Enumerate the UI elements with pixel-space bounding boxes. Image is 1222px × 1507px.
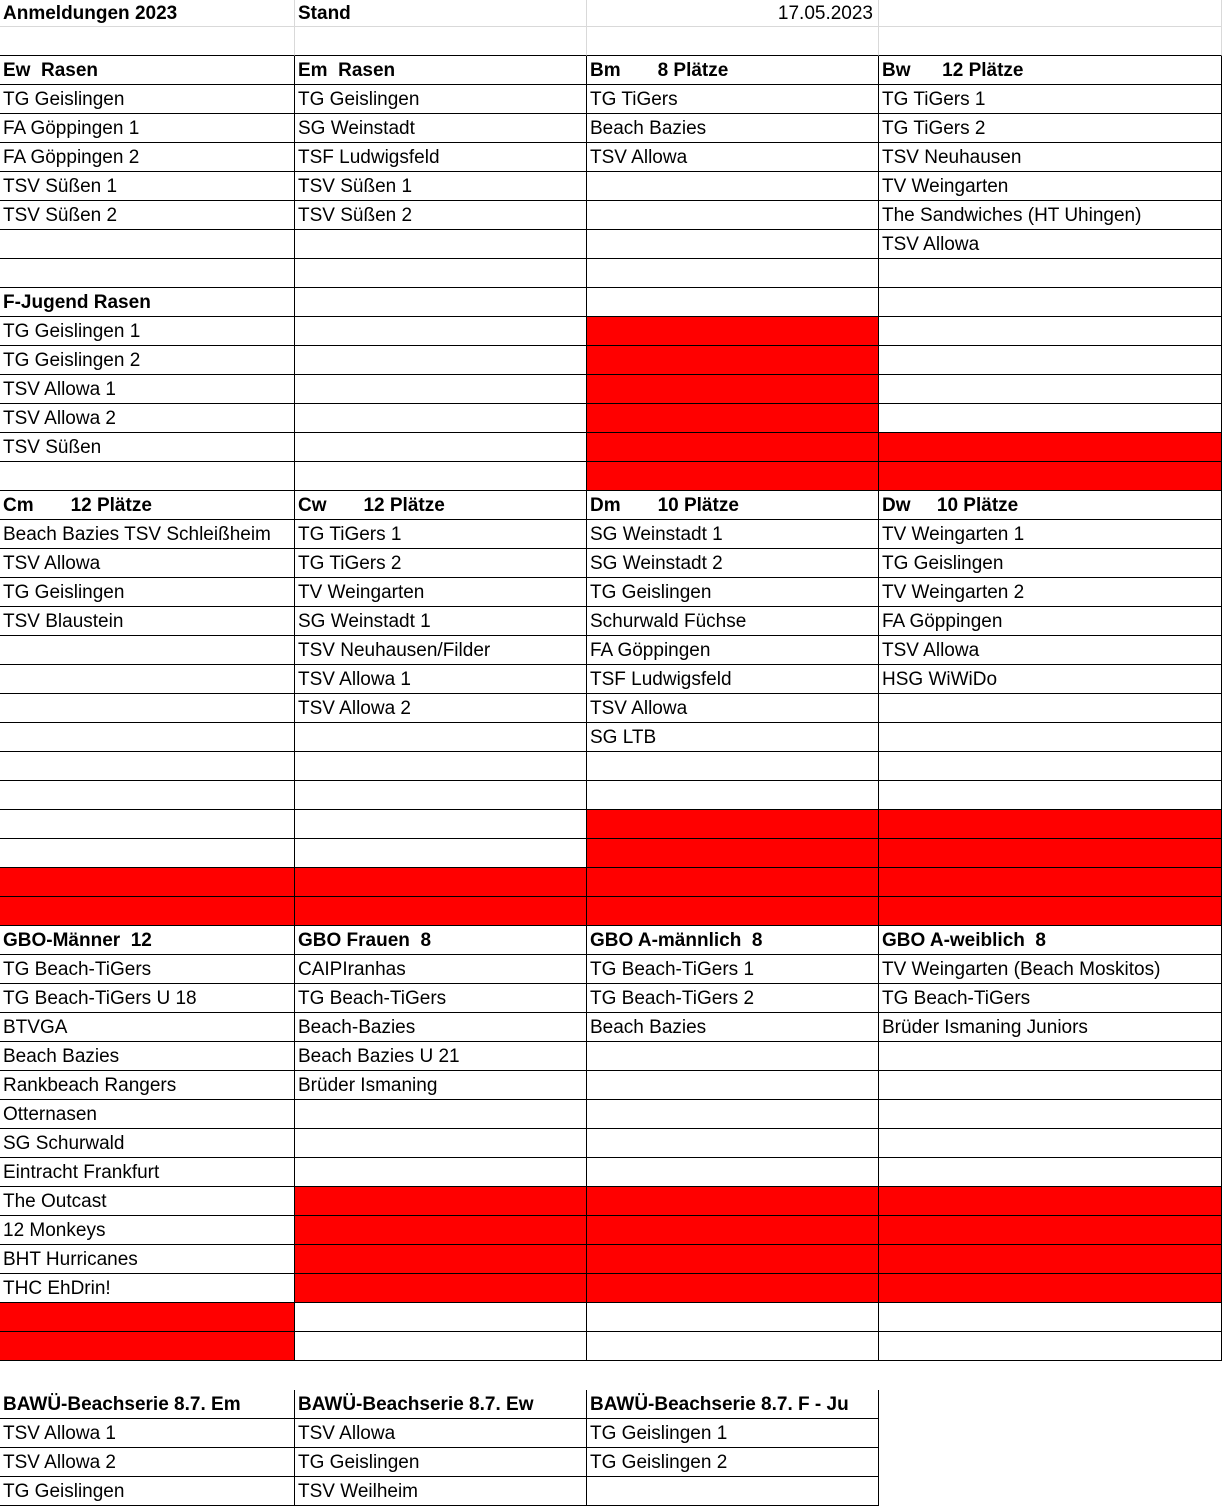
sheet-row-36 [0,1013,1222,1042]
cell-B36[interactable]: Beach-Bazies [295,1013,587,1042]
cell-C39[interactable] [587,1100,879,1129]
cell-B50[interactable]: TSV Allowa [295,1419,587,1448]
cell-A32[interactable] [0,897,295,926]
sheet-row-1 [0,0,1222,27]
cell-B48[interactable] [295,1361,587,1390]
cell-A31[interactable] [0,868,295,897]
cell-D3[interactable]: Bw 12 Plätze [879,56,1222,85]
cell-C28[interactable] [587,781,879,810]
cell-A17[interactable] [0,462,295,491]
cell-D4[interactable]: TG TiGers 1 [879,85,1222,114]
cell-C37[interactable] [587,1042,879,1071]
cell-A26[interactable] [0,723,295,752]
cell-D52[interactable] [879,1477,1222,1506]
cell-D39[interactable] [879,1100,1222,1129]
sheet-row-25 [0,694,1222,723]
cell-C6[interactable]: TSV Allowa [587,143,879,172]
cell-D25[interactable] [879,694,1222,723]
cell-D7[interactable]: TV Weingarten [879,172,1222,201]
cell-D24[interactable]: HSG WiWiDo [879,665,1222,694]
sheet-row-29 [0,810,1222,839]
cell-C45[interactable] [587,1274,879,1303]
cell-A8[interactable]: TSV Süßen 2 [0,201,295,230]
cell-D49[interactable] [879,1390,1222,1419]
cell-A12[interactable]: TG Geislingen 1 [0,317,295,346]
cell-B5[interactable]: SG Weinstadt [295,114,587,143]
cell-A39[interactable]: Otternasen [0,1100,295,1129]
cell-D21[interactable]: TV Weingarten 2 [879,578,1222,607]
cell-A24[interactable] [0,665,295,694]
sheet-row-42 [0,1187,1222,1216]
cell-B32[interactable] [295,897,587,926]
sheet-row-13 [0,346,1222,375]
cell-B37[interactable]: Beach Bazies U 21 [295,1042,587,1071]
cell-B26[interactable] [295,723,587,752]
cell-D29[interactable] [879,810,1222,839]
cell-C36[interactable]: Beach Bazies [587,1013,879,1042]
cell-C22[interactable]: Schurwald Füchse [587,607,879,636]
sheet-row-19 [0,520,1222,549]
cell-A14[interactable]: TSV Allowa 1 [0,375,295,404]
cell-A27[interactable] [0,752,295,781]
cell-D27[interactable] [879,752,1222,781]
cell-A37[interactable]: Beach Bazies [0,1042,295,1071]
cell-A43[interactable]: 12 Monkeys [0,1216,295,1245]
cell-D34[interactable]: TV Weingarten (Beach Moskitos) [879,955,1222,984]
sheet-row-14 [0,375,1222,404]
cell-D45[interactable] [879,1274,1222,1303]
cell-B4[interactable]: TG Geislingen [295,85,587,114]
cell-B23[interactable]: TSV Neuhausen/Filder [295,636,587,665]
cell-C12[interactable] [587,317,879,346]
sheet-row-35 [0,984,1222,1013]
cell-A3[interactable]: Ew Rasen [0,56,295,85]
cell-D14[interactable] [879,375,1222,404]
sheet-row-52 [0,1477,1222,1506]
cell-B33[interactable]: GBO Frauen 8 [295,926,587,955]
cell-A51[interactable]: TSV Allowa 2 [0,1448,295,1477]
cell-B41[interactable] [295,1158,587,1187]
sheet-row-39 [0,1100,1222,1129]
cell-A48[interactable] [0,1361,295,1390]
cell-C46[interactable] [587,1303,879,1332]
cell-B3[interactable]: Em Rasen [295,56,587,85]
cell-C8[interactable] [587,201,879,230]
cell-C30[interactable] [587,839,879,868]
cell-D51[interactable] [879,1448,1222,1477]
cell-C35[interactable]: TG Beach-TiGers 2 [587,984,879,1013]
cell-A41[interactable]: Eintracht Frankfurt [0,1158,295,1187]
sheet-row-27 [0,752,1222,781]
sheet-row-40 [0,1129,1222,1158]
sheet-row-24 [0,665,1222,694]
cell-D6[interactable]: TSV Neuhausen [879,143,1222,172]
cell-B16[interactable] [295,433,587,462]
cell-A10[interactable] [0,259,295,288]
cell-A36[interactable]: BTVGA [0,1013,295,1042]
cell-B44[interactable] [295,1245,587,1274]
cell-C47[interactable] [587,1332,879,1361]
cell-A22[interactable]: TSV Blaustein [0,607,295,636]
cell-C4[interactable]: TG TiGers [587,85,879,114]
cell-A49[interactable]: BAWÜ-Beachserie 8.7. Em [0,1390,295,1419]
cell-B38[interactable]: Brüder Ismaning [295,1071,587,1100]
cell-C18[interactable]: Dm 10 Plätze [587,491,879,520]
cell-C29[interactable] [587,810,879,839]
sheet-row-47 [0,1332,1222,1361]
cell-D16[interactable] [879,433,1222,462]
sheet-row-37 [0,1042,1222,1071]
cell-B1[interactable]: Stand [295,0,587,27]
cell-D50[interactable] [879,1419,1222,1448]
cell-A5[interactable]: FA Göppingen 1 [0,114,295,143]
cell-C44[interactable] [587,1245,879,1274]
cell-B35[interactable]: TG Beach-TiGers [295,984,587,1013]
cell-A9[interactable] [0,230,295,259]
cell-D11[interactable] [879,288,1222,317]
cell-B51[interactable]: TG Geislingen [295,1448,587,1477]
cell-A29[interactable] [0,810,295,839]
cell-A21[interactable]: TG Geislingen [0,578,295,607]
sheet-row-31 [0,868,1222,897]
sheet-row-17 [0,462,1222,491]
cell-B10[interactable] [295,259,587,288]
cell-C25[interactable]: TSV Allowa [587,694,879,723]
cell-D23[interactable]: TSV Allowa [879,636,1222,665]
cell-A44[interactable]: BHT Hurricanes [0,1245,295,1274]
cell-B6[interactable]: TSF Ludwigsfeld [295,143,587,172]
cell-C27[interactable] [587,752,879,781]
cell-C51[interactable]: TG Geislingen 2 [587,1448,879,1477]
sheet-row-34 [0,955,1222,984]
cell-C23[interactable]: FA Göppingen [587,636,879,665]
cell-C15[interactable] [587,404,879,433]
cell-B45[interactable] [295,1274,587,1303]
cell-D1[interactable] [879,0,1222,27]
cell-D28[interactable] [879,781,1222,810]
cell-C42[interactable] [587,1187,879,1216]
cell-B14[interactable] [295,375,587,404]
cell-A7[interactable]: TSV Süßen 1 [0,172,295,201]
cell-A52[interactable]: TG Geislingen [0,1477,295,1506]
sheet-row-38 [0,1071,1222,1100]
cell-D8[interactable]: The Sandwiches (HT Uhingen) [879,201,1222,230]
cell-C24[interactable]: TSF Ludwigsfeld [587,665,879,694]
sheet-row-8 [0,201,1222,230]
cell-C17[interactable] [587,462,879,491]
cell-A47[interactable] [0,1332,295,1361]
sheet-row-15 [0,404,1222,433]
sheet-row-5 [0,114,1222,143]
cell-D13[interactable] [879,346,1222,375]
cell-C20[interactable]: SG Weinstadt 2 [587,549,879,578]
cell-C32[interactable] [587,897,879,926]
cell-A13[interactable]: TG Geislingen 2 [0,346,295,375]
cell-C40[interactable] [587,1129,879,1158]
cell-B43[interactable] [295,1216,587,1245]
cell-D42[interactable] [879,1187,1222,1216]
cell-A35[interactable]: TG Beach-TiGers U 18 [0,984,295,1013]
cell-C13[interactable] [587,346,879,375]
cell-C16[interactable] [587,433,879,462]
cell-A23[interactable] [0,636,295,665]
cell-B24[interactable]: TSV Allowa 1 [295,665,587,694]
cell-B28[interactable] [295,781,587,810]
cell-D48[interactable] [879,1361,1222,1390]
cell-B19[interactable]: TG TiGers 1 [295,520,587,549]
sheet-row-28 [0,781,1222,810]
cell-D38[interactable] [879,1071,1222,1100]
sheet-row-48 [0,1361,1222,1390]
cell-A15[interactable]: TSV Allowa 2 [0,404,295,433]
cell-A42[interactable]: The Outcast [0,1187,295,1216]
cell-C49[interactable]: BAWÜ-Beachserie 8.7. F - Ju [587,1390,879,1419]
sheet-row-22 [0,607,1222,636]
cell-D18[interactable]: Dw 10 Plätze [879,491,1222,520]
cell-A19[interactable]: Beach Bazies TSV Schleißheim [0,520,295,549]
cell-C10[interactable] [587,259,879,288]
cell-D41[interactable] [879,1158,1222,1187]
cell-D9[interactable]: TSV Allowa [879,230,1222,259]
cell-C34[interactable]: TG Beach-TiGers 1 [587,955,879,984]
cell-C48[interactable] [587,1361,879,1390]
cell-A11[interactable]: F-Jugend Rasen [0,288,295,317]
sheet-row-2 [0,27,1222,56]
cell-C14[interactable] [587,375,879,404]
cell-B47[interactable] [295,1332,587,1361]
cell-C21[interactable]: TG Geislingen [587,578,879,607]
cell-A20[interactable]: TSV Allowa [0,549,295,578]
cell-D37[interactable] [879,1042,1222,1071]
cell-D12[interactable] [879,317,1222,346]
cell-C31[interactable] [587,868,879,897]
cell-B30[interactable] [295,839,587,868]
cell-B7[interactable]: TSV Süßen 1 [295,172,587,201]
sheet-row-9 [0,230,1222,259]
cell-A28[interactable] [0,781,295,810]
sheet-row-23 [0,636,1222,665]
sheet-row-33 [0,926,1222,955]
sheet-row-26 [0,723,1222,752]
cell-B18[interactable]: Cw 12 Plätze [295,491,587,520]
cell-D43[interactable] [879,1216,1222,1245]
sheet-row-16 [0,433,1222,462]
cell-B9[interactable] [295,230,587,259]
cell-C2[interactable] [587,27,879,56]
sheet-row-12 [0,317,1222,346]
cell-B49[interactable]: BAWÜ-Beachserie 8.7. Ew [295,1390,587,1419]
sheet-row-11 [0,288,1222,317]
cell-B40[interactable] [295,1129,587,1158]
cell-A6[interactable]: FA Göppingen 2 [0,143,295,172]
cell-B52[interactable]: TSV Weilheim [295,1477,587,1506]
cell-C19[interactable]: SG Weinstadt 1 [587,520,879,549]
cell-D26[interactable] [879,723,1222,752]
cell-D46[interactable] [879,1303,1222,1332]
cell-C52[interactable] [587,1477,879,1506]
sheet-row-44 [0,1245,1222,1274]
cell-C5[interactable]: Beach Bazies [587,114,879,143]
cell-C33[interactable]: GBO A-männlich 8 [587,926,879,955]
cell-A2[interactable] [0,27,295,56]
cell-B29[interactable] [295,810,587,839]
cell-A1[interactable]: Anmeldungen 2023 [0,0,295,27]
cell-C3[interactable]: Bm 8 Plätze [587,56,879,85]
cell-B27[interactable] [295,752,587,781]
cell-B15[interactable] [295,404,587,433]
cell-D5[interactable]: TG TiGers 2 [879,114,1222,143]
cell-D2[interactable] [879,27,1222,56]
cell-B11[interactable] [295,288,587,317]
cell-A40[interactable]: SG Schurwald [0,1129,295,1158]
cell-A33[interactable]: GBO-Männer 12 [0,926,295,955]
cell-A38[interactable]: Rankbeach Rangers [0,1071,295,1100]
sheet-row-51 [0,1448,1222,1477]
cell-B31[interactable] [295,868,587,897]
cell-D32[interactable] [879,897,1222,926]
cell-A30[interactable] [0,839,295,868]
sheet-row-50 [0,1419,1222,1448]
sheet-row-30 [0,839,1222,868]
cell-B34[interactable]: CAIPIranhas [295,955,587,984]
sheet-row-21 [0,578,1222,607]
cell-B8[interactable]: TSV Süßen 2 [295,201,587,230]
cell-A50[interactable]: TSV Allowa 1 [0,1419,295,1448]
cell-C50[interactable]: TG Geislingen 1 [587,1419,879,1448]
cell-B20[interactable]: TG TiGers 2 [295,549,587,578]
cell-A46[interactable] [0,1303,295,1332]
cell-D31[interactable] [879,868,1222,897]
sheet-row-18 [0,491,1222,520]
cell-B2[interactable] [295,27,587,56]
cell-C43[interactable] [587,1216,879,1245]
sheet-row-20 [0,549,1222,578]
cell-B25[interactable]: TSV Allowa 2 [295,694,587,723]
cell-B21[interactable]: TV Weingarten [295,578,587,607]
sheet-row-3 [0,56,1222,85]
cell-A18[interactable]: Cm 12 Plätze [0,491,295,520]
cell-C9[interactable] [587,230,879,259]
cell-D19[interactable]: TV Weingarten 1 [879,520,1222,549]
sheet-row-41 [0,1158,1222,1187]
sheet-row-43 [0,1216,1222,1245]
cell-A16[interactable]: TSV Süßen [0,433,295,462]
cell-D15[interactable] [879,404,1222,433]
sheet-row-46 [0,1303,1222,1332]
cell-A45[interactable]: THC EhDrin! [0,1274,295,1303]
cell-C38[interactable] [587,1071,879,1100]
cell-A34[interactable]: TG Beach-TiGers [0,955,295,984]
cell-D35[interactable]: TG Beach-TiGers [879,984,1222,1013]
cell-D22[interactable]: FA Göppingen [879,607,1222,636]
sheet-row-45 [0,1274,1222,1303]
sheet-row-49 [0,1390,1222,1419]
cell-D40[interactable] [879,1129,1222,1158]
cell-A4[interactable]: TG Geislingen [0,85,295,114]
sheet-row-7 [0,172,1222,201]
sheet-row-4 [0,85,1222,114]
cell-C11[interactable] [587,288,879,317]
cell-D30[interactable] [879,839,1222,868]
cell-D33[interactable]: GBO A-weiblich 8 [879,926,1222,955]
cell-C41[interactable] [587,1158,879,1187]
cell-C7[interactable] [587,172,879,201]
cell-D47[interactable] [879,1332,1222,1361]
cell-C1[interactable]: 17.05.2023 [587,0,879,27]
cell-B42[interactable] [295,1187,587,1216]
cell-A25[interactable] [0,694,295,723]
sheet-row-10 [0,259,1222,288]
cell-D10[interactable] [879,259,1222,288]
cell-B46[interactable] [295,1303,587,1332]
cell-D17[interactable] [879,462,1222,491]
cell-B12[interactable] [295,317,587,346]
cell-D44[interactable] [879,1245,1222,1274]
cell-C26[interactable]: SG LTB [587,723,879,752]
sheet-row-6 [0,143,1222,172]
cell-B17[interactable] [295,462,587,491]
cell-B22[interactable]: SG Weinstadt 1 [295,607,587,636]
cell-D20[interactable]: TG Geislingen [879,549,1222,578]
cell-B13[interactable] [295,346,587,375]
sheet-row-32 [0,897,1222,926]
cell-D36[interactable]: Brüder Ismaning Juniors [879,1013,1222,1042]
cell-B39[interactable] [295,1100,587,1129]
